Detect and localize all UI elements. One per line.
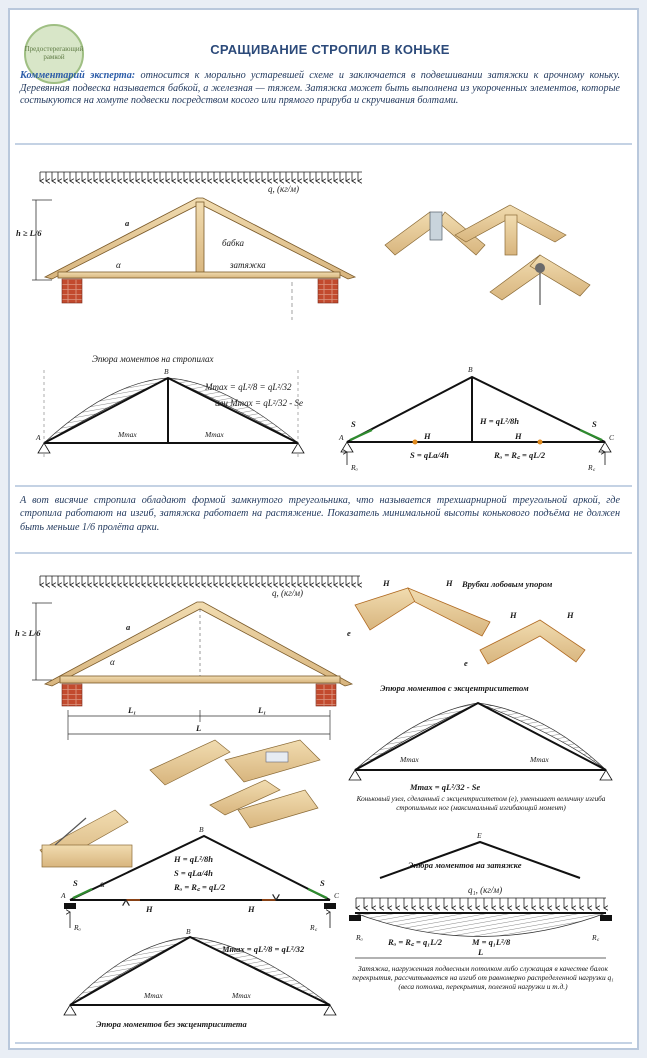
joint-block-3 xyxy=(480,620,585,664)
bottom-load-arrows xyxy=(40,576,360,585)
bottom-height-label: h ≥ L/6 xyxy=(15,628,41,638)
b-rafter-label: a xyxy=(126,622,131,632)
joint-title: Врубки лобовым упором xyxy=(462,579,553,589)
joint-h-4: H xyxy=(567,610,574,620)
noecc-mmax-eq: Mmax = qL²/8 = qL²/32 xyxy=(222,944,305,954)
bf-support-right-icon xyxy=(324,903,336,909)
bf-s-left-label: S xyxy=(73,878,78,888)
bf-node-c: C xyxy=(334,891,340,900)
tie-l-label: L xyxy=(478,947,484,957)
l1-right-label: L₁ xyxy=(258,705,267,715)
node-a: A xyxy=(36,433,41,442)
bf-r-equation: Rₐ = R꜀ = qL/2 xyxy=(174,882,226,892)
ridge-joint-details xyxy=(385,205,590,305)
tie-note: Затяжка, нагруженная подвесным потолком либо служащая в качестве балок перекрытия, рассчитывается на изгиб от равномерно распределенной нагрузки q₁ (веса потолка, перекрытия, полезной нагрузки и т.д.) xyxy=(352,964,614,992)
top-height-label: h ≥ L/6 xyxy=(16,228,42,238)
ecc-note-box xyxy=(350,795,612,831)
force-h-right-label: H xyxy=(515,431,522,441)
mmax-right: Mmax xyxy=(205,430,224,439)
top-load-label: q, (кг/м) xyxy=(268,184,299,194)
noecc-mmax-right: Mmax xyxy=(232,991,251,1000)
force-h-right-marker xyxy=(538,440,543,445)
mmax-left: Mmax xyxy=(118,430,137,439)
right-wall xyxy=(318,279,338,303)
noecc-node-b: B xyxy=(186,927,191,936)
b-rafters xyxy=(45,602,352,686)
force-node-c: C xyxy=(609,433,615,442)
joint-detail-lower-right xyxy=(530,255,590,296)
rafter-label: a xyxy=(125,218,130,228)
b-right-wall xyxy=(316,684,336,706)
top-load-arrows xyxy=(40,172,362,181)
force-s-right-label: S xyxy=(592,419,597,429)
tie-r-equation: Rₐ = R꜀ = q₁L/2 xyxy=(388,937,443,947)
steel-plate xyxy=(266,752,288,762)
r-equation: Rₐ = R꜀ = qL/2 xyxy=(494,450,546,460)
support-left-icon xyxy=(38,443,50,453)
angle-label: α xyxy=(116,260,121,270)
bolt-icon xyxy=(535,263,545,273)
ecc-rafters xyxy=(355,703,606,770)
bf-rc-label: R꜀ xyxy=(310,923,318,932)
tie-label: затяжка xyxy=(230,260,266,270)
tie-load-label: q₁, (кг/м) xyxy=(468,885,503,895)
tie-note-box xyxy=(352,964,614,1022)
support-right-icon xyxy=(292,443,304,453)
b-angle-label: α xyxy=(110,657,115,667)
force-ra-label: Rₐ xyxy=(351,463,358,472)
post-label: бабка xyxy=(222,238,245,248)
page-title: СРАЩИВАНИЕ СТРОПИЛ В КОНЬКЕ xyxy=(210,42,450,57)
bf-ra-label: Rₐ xyxy=(74,923,81,932)
ecc-mmax-right: Mmax xyxy=(530,755,549,764)
tie-node-e: E xyxy=(477,831,482,840)
ecc-equation: Mmax = qL²/32 - Se xyxy=(410,782,481,792)
force-s-left xyxy=(350,430,372,440)
bottom-force-diagram xyxy=(60,825,340,932)
force-node-a: A xyxy=(339,433,344,442)
left-wall xyxy=(62,279,82,303)
joint-h-1: H xyxy=(383,578,390,588)
tie-rc: R꜀ xyxy=(592,933,600,942)
bf-s-equation: S = qLa/4h xyxy=(174,868,213,878)
noecc-support-right-icon xyxy=(324,1005,336,1015)
tie-load-arrows xyxy=(356,898,606,908)
tie-ra: Rₐ xyxy=(356,933,363,942)
tie-support-left-icon xyxy=(349,915,361,921)
top-roof-truss xyxy=(16,198,355,320)
top-force-diagram xyxy=(338,365,615,472)
ecc-support-left-icon xyxy=(349,770,361,780)
bf-s-right-label: S xyxy=(320,878,325,888)
timber-6 xyxy=(42,845,132,867)
tie-moment-diagram xyxy=(349,831,614,1022)
ecc-title: Эпюра моментов с эксцентриситетом xyxy=(380,683,529,693)
bf-s-left xyxy=(73,889,92,898)
joint-block-1 xyxy=(355,588,420,630)
joint-e-2: e xyxy=(464,658,468,668)
top-moment-diagram xyxy=(35,354,304,460)
bf-node-b: B xyxy=(199,825,204,834)
joint-detail-clamp xyxy=(430,212,442,240)
bf-angle: α xyxy=(100,879,105,889)
force-s-left-label: S xyxy=(351,419,356,429)
joint-detail-post xyxy=(505,215,517,255)
tie-moment-area xyxy=(355,913,606,937)
force-support-left-icon xyxy=(341,442,353,452)
expert-comment-lead: Комментарий эксперта: xyxy=(20,70,136,81)
joint-h-3: H xyxy=(510,610,517,620)
ecc-support-right-icon xyxy=(600,770,612,780)
joint-block-2 xyxy=(408,588,490,636)
force-h-left-marker xyxy=(413,440,418,445)
tie-beam xyxy=(58,272,340,278)
bf-h-left-label: H xyxy=(146,904,153,914)
force-s-right xyxy=(580,430,602,440)
force-node-b: B xyxy=(468,365,473,374)
l1-left-label: L₁ xyxy=(128,705,137,715)
tie-title: Эпюра моментов на затяжке xyxy=(408,860,522,870)
noecc-support-left-icon xyxy=(64,1005,76,1015)
tie-support-right-icon xyxy=(600,915,612,921)
l-label: L xyxy=(196,723,202,733)
bf-h-right-label: H xyxy=(248,904,255,914)
bf-h-equation: H = qL²/8h xyxy=(174,854,214,864)
expert-comment-body: относится к морально устаревшей схеме и заключается в подвешивании затяжки к арочному коньку. Деревянная подвеска называется бабкой, а железная — тяжем. Затяжка может быть выполнена из укороченных элементов, которые состыкуются на хомуте подвески посредством косого или прямого прируба и скручивания болтами. xyxy=(20,70,620,107)
logo-text: Предостерегающий рамкой xyxy=(24,45,84,61)
bf-node-a: A xyxy=(61,891,66,900)
noecc-title: Эпюра моментов без эксцентриситета xyxy=(96,1019,247,1029)
bf-support-left-icon xyxy=(64,903,76,909)
ecc-note: Коньковый узел, сделанный с эксцентриситетом (e), уменьшает величину изгиба стропильных ног (максимальный изгибающий момент) xyxy=(356,795,606,812)
b-tie-beam xyxy=(60,676,340,683)
eccentricity-moment-diagram xyxy=(349,683,612,831)
s-equation: S = qLa/4h xyxy=(410,450,449,460)
bf-s-right xyxy=(308,889,327,898)
tie-m-equation: M = q₁L²/8 xyxy=(472,937,511,947)
b-left-wall xyxy=(62,684,82,706)
top-moment-title: Эпюра моментов на стропилах xyxy=(92,354,214,364)
force-support-right-icon xyxy=(599,442,611,452)
king-post xyxy=(196,202,204,276)
frontal-joint-details xyxy=(347,578,585,668)
force-rc-label: R꜀ xyxy=(588,463,596,472)
joint-e-1: e xyxy=(347,628,351,638)
mmax-equation: Mmax = qL²/8 = qL²/32 xyxy=(205,382,292,392)
bottom-roof-truss xyxy=(15,602,352,740)
noecc-mmax-left: Mmax xyxy=(144,991,163,1000)
middle-explanation: А вот висячие стропила обладают формой замкнутого треугольника, что называется трехшарнирной треугольной аркой, где стропила работают на изгиб, затяжка работает на растяжение. Показатель минимальной высоты конькового подъёма не должен быть меньше 1/6 пролёта арки. xyxy=(20,495,620,533)
node-b: B xyxy=(164,367,169,376)
bottom-load-label: q, (кг/м) xyxy=(272,588,303,598)
force-rafters xyxy=(347,377,605,442)
h-equation: H = qL²/8h xyxy=(480,416,520,426)
force-h-left-label: H xyxy=(424,431,431,441)
joint-h-2: H xyxy=(446,578,453,588)
mmax-alt-equation: или Mmax = qL²/32 - Se xyxy=(215,398,303,408)
no-ecc-moment-diagram xyxy=(64,927,336,1029)
timber-1 xyxy=(150,740,230,785)
ecc-mmax-left: Mmax xyxy=(400,755,419,764)
